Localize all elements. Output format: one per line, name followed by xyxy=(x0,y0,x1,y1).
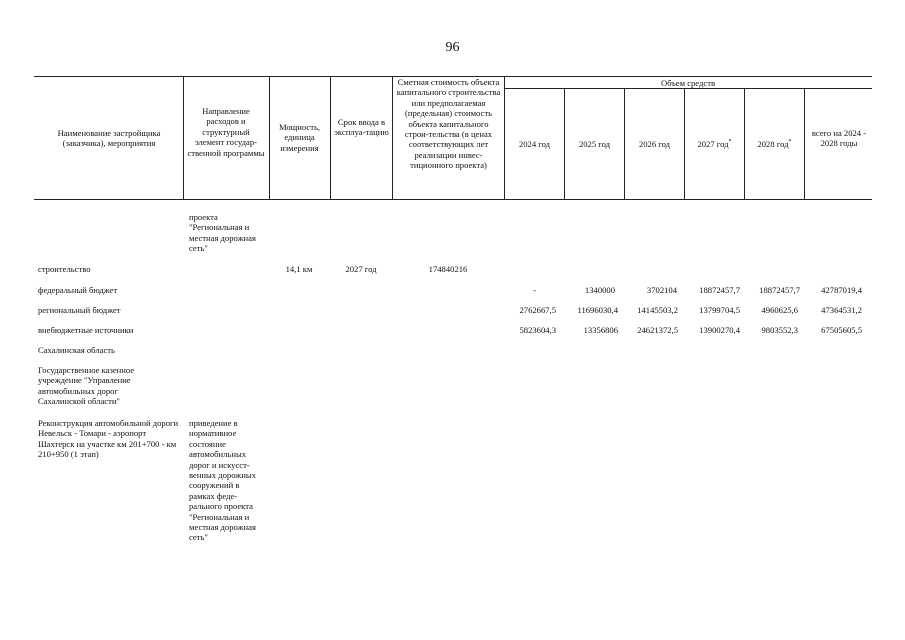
row-regional-2026: 14145503,2 xyxy=(637,305,678,315)
row-offbudget-2025: 13356806 xyxy=(583,325,618,335)
header-2027 xyxy=(686,139,743,149)
project-text: проекта "Региональная и местная дорожная сеть" xyxy=(189,212,256,254)
col-divider xyxy=(744,88,745,200)
col-divider xyxy=(330,76,331,200)
row-offbudget-2028: 9803552,3 xyxy=(761,325,798,335)
col-divider xyxy=(269,76,270,200)
header-2025: 2025 год xyxy=(578,139,611,149)
header-direction: Направление расходов и структурный элемент государ-ственной программы xyxy=(187,106,265,158)
row-federal-2025: 1340000 xyxy=(584,285,615,295)
col-divider xyxy=(183,76,184,200)
footnote-mark: * xyxy=(788,139,792,145)
row-construction-capacity: 14,1 км xyxy=(285,264,313,274)
row-offbudget-2027: 13900270,4 xyxy=(699,325,740,335)
col-divider xyxy=(564,88,565,200)
col-divider xyxy=(504,76,505,200)
row-federal-2027: 18872457,7 xyxy=(699,285,740,295)
header-2026: 2026 год xyxy=(638,139,671,149)
row-offbudget-2024: 5823604,3 xyxy=(519,325,556,335)
header-name: Наименование застройщика (заказчика), мероприятия xyxy=(57,128,161,149)
header-funds-group: Объем средств xyxy=(660,78,716,88)
footnote-mark: * xyxy=(728,139,732,145)
row-regional-2027: 13799704,5 xyxy=(699,305,740,315)
row-regional-total: 47364531,2 xyxy=(821,305,862,315)
row-federal-2024: - xyxy=(533,285,536,295)
row-regional-2024: 2762667,5 xyxy=(519,305,556,315)
reconstruction-name: Реконструкция автомобильной дороги Невельск - Томари - аэропорт Шахтерск на участке км 201+700 - км 210+950 (1 этап) xyxy=(38,418,179,460)
header-2024: 2024 год xyxy=(518,139,551,149)
row-federal-label: федеральный бюджет xyxy=(38,285,118,295)
row-federal-2028: 18872457,7 xyxy=(759,285,800,295)
col-divider xyxy=(684,88,685,200)
row-regional-label: региональный бюджет xyxy=(38,305,121,315)
row-construction-cost: 174840216 xyxy=(428,264,468,274)
col-divider xyxy=(624,88,625,200)
col-divider xyxy=(804,88,805,200)
header-total: всего на 2024 - 2028 годы xyxy=(811,128,867,149)
header-cost: Сметная стоимость объекта капитального строительства или предполагаемая (предельная) стоимость объекта капитального строи-тельства (в ценах соответствующих лет реализации инвес-тиционного проекта) xyxy=(396,77,501,171)
row-regional-2025: 11696030,4 xyxy=(577,305,618,315)
row-offbudget-label: внебюджетные источники xyxy=(38,325,134,335)
reconstruction-direction: приведение в нормативное состояние автомобильных дорог и искусст-венных дорожных сооружений в рамках феде-рального проекта "Региональная и местная дорожная сеть" xyxy=(189,418,256,543)
header-term: Срок ввода в эксплуа-тацию xyxy=(334,117,389,138)
agency-label: Государственное казенное учреждение "Управление автомобильных дорог Сахалинской области" xyxy=(38,365,135,407)
row-regional-2028: 4960625,6 xyxy=(761,305,798,315)
header-2027-label: 2027 год xyxy=(697,139,729,149)
header-capacity: Мощность, единица измерения xyxy=(278,122,321,153)
header-2028 xyxy=(746,139,803,149)
header-2028-label: 2028 год xyxy=(757,139,789,149)
row-offbudget-total: 67505605,5 xyxy=(821,325,862,335)
header-bottom-border xyxy=(34,199,872,200)
row-federal-2026: 3702104 xyxy=(646,285,677,295)
row-federal-total: 42787019,4 xyxy=(821,285,862,295)
page-number: 96 xyxy=(445,40,460,55)
row-offbudget-2026: 24621372,5 xyxy=(637,325,678,335)
col-divider xyxy=(392,76,393,200)
row-construction-label: строительство xyxy=(38,264,91,274)
row-construction-term: 2027 год xyxy=(345,264,377,274)
region-label: Сахалинская область xyxy=(38,345,115,355)
